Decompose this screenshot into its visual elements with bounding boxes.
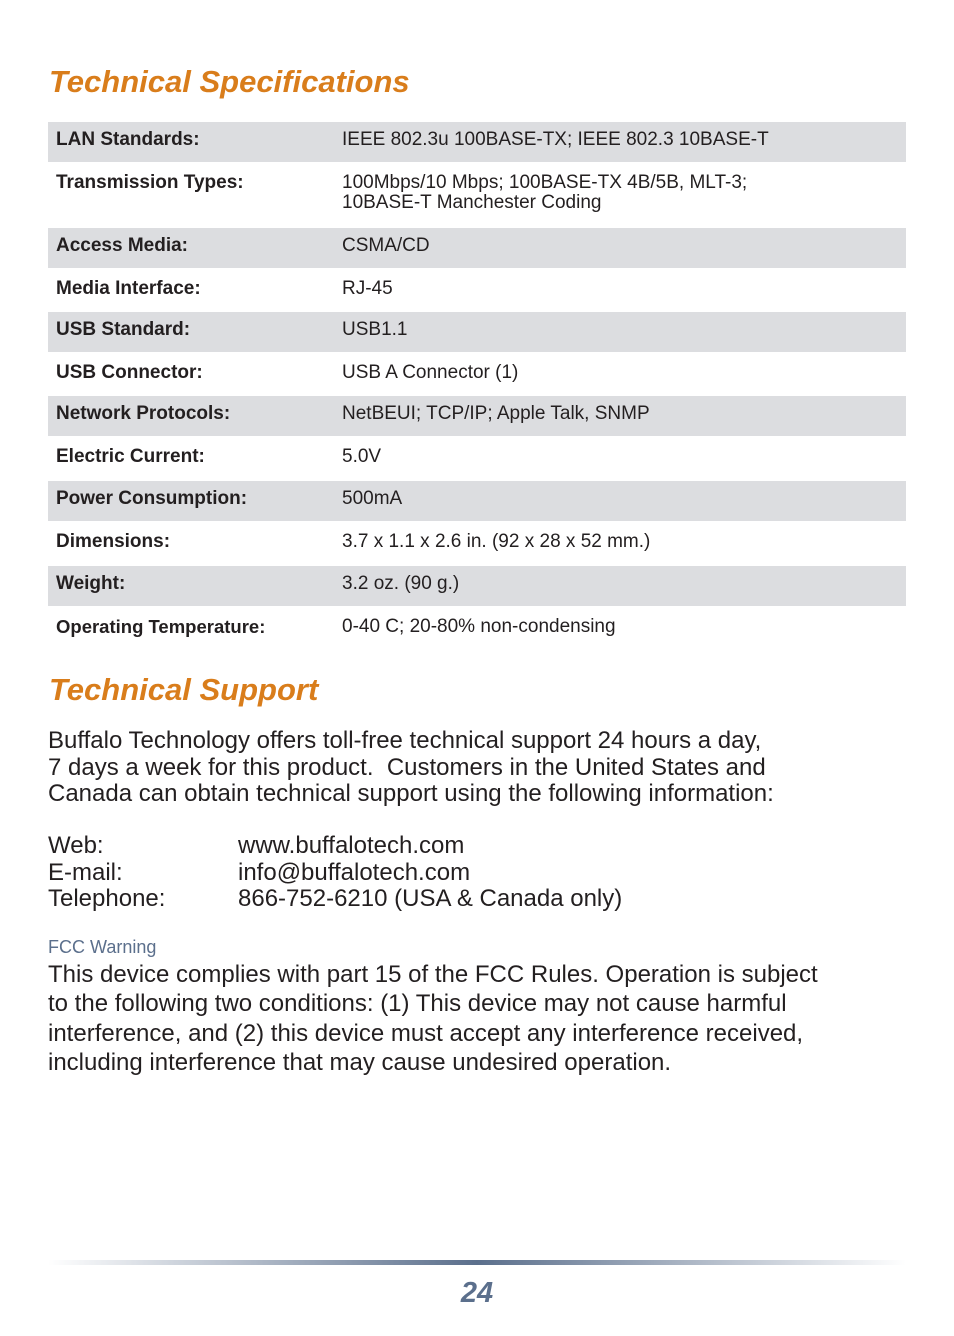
fcc-heading: FCC Warning xyxy=(48,937,157,957)
spec-row xyxy=(48,228,906,268)
spec-label: Weight: xyxy=(56,573,126,594)
spec-row xyxy=(48,122,906,162)
spec-value: USB A Connector (1) xyxy=(342,362,519,383)
fcc-line: to the following two conditions: (1) This device may not cause harmful xyxy=(48,990,787,1018)
spec-label: Network Protocols: xyxy=(56,403,231,424)
footer-divider xyxy=(48,1260,906,1265)
contact-value: www.buffalotech.com xyxy=(238,832,465,859)
fcc-paragraph xyxy=(48,960,908,1077)
support-title: Technical Support xyxy=(49,672,319,707)
spec-label: USB Standard: xyxy=(56,319,191,340)
spec-label: Electric Current: xyxy=(56,446,205,467)
spec-value: 0-40 C; 20-80% non-condensing xyxy=(342,616,616,637)
spec-value: 500mA xyxy=(342,488,403,509)
contact-web xyxy=(48,833,908,860)
spec-label: Access Media: xyxy=(56,235,189,256)
spec-value: 5.0V xyxy=(342,446,382,467)
spec-value: 3.7 x 1.1 x 2.6 in. (92 x 28 x 52 mm.) xyxy=(342,531,651,552)
spec-row xyxy=(48,606,906,650)
support-line: Buffalo Technology offers toll-free technical support 24 hours a day, xyxy=(48,727,762,754)
spec-label: Operating Temperature: xyxy=(56,616,266,637)
spec-row xyxy=(48,521,906,566)
spec-row xyxy=(48,436,906,481)
contact-email xyxy=(48,860,908,887)
contact-list xyxy=(48,833,908,913)
spec-value: NetBEUI; TCP/IP; Apple Talk, SNMP xyxy=(342,403,650,424)
spec-value: 3.2 oz. (90 g.) xyxy=(342,573,460,594)
contact-label: Telephone: xyxy=(48,885,166,912)
page-number: 24 xyxy=(460,1277,494,1309)
spec-value: USB1.1 xyxy=(342,319,408,340)
spec-value: 100Mbps/10 Mbps; 100BASE-TX 4B/5B, MLT-3; 10BASE-T Manchester Coding xyxy=(342,172,748,213)
fcc-line: including interference that may cause undesired operation. xyxy=(48,1048,672,1076)
spec-row xyxy=(48,352,906,396)
spec-label: USB Connector: xyxy=(56,362,203,383)
contact-value: 866-752-6210 (USA & Canada only) xyxy=(238,885,623,912)
spec-row xyxy=(48,162,906,228)
spec-label: Dimensions: xyxy=(56,531,171,552)
specs-title: Technical Specifications xyxy=(49,64,410,99)
spec-label: LAN Standards: xyxy=(56,129,200,150)
spec-value: IEEE 802.3u 100BASE-TX; IEEE 802.3 10BASE-T xyxy=(342,129,769,150)
spec-row xyxy=(48,481,906,521)
spec-value: CSMA/CD xyxy=(342,235,430,256)
spec-label: Power Consumption: xyxy=(56,488,248,509)
support-paragraph xyxy=(48,728,908,808)
spec-row xyxy=(48,268,906,312)
spec-table xyxy=(48,122,906,650)
spec-label: Media Interface: xyxy=(56,278,201,299)
support-line: 7 days a week for this product. Customers in the United States and xyxy=(48,753,766,781)
fcc-line: This device complies with part 15 of the FCC Rules. Operation is subject xyxy=(48,961,818,988)
contact-value: info@buffalotech.com xyxy=(238,858,471,886)
spec-value: RJ-45 xyxy=(342,278,393,299)
contact-telephone xyxy=(48,886,908,913)
contact-label: Web: xyxy=(48,832,104,859)
contact-label: E-mail: xyxy=(48,858,123,886)
spec-row xyxy=(48,396,906,436)
spec-label: Transmission Types: xyxy=(56,172,244,193)
spec-row xyxy=(48,312,906,352)
fcc-line: interference, and (2) this device must accept any interference received, xyxy=(48,1019,804,1047)
support-line: Canada can obtain technical support using the following information: xyxy=(48,780,774,807)
spec-row xyxy=(48,566,906,606)
